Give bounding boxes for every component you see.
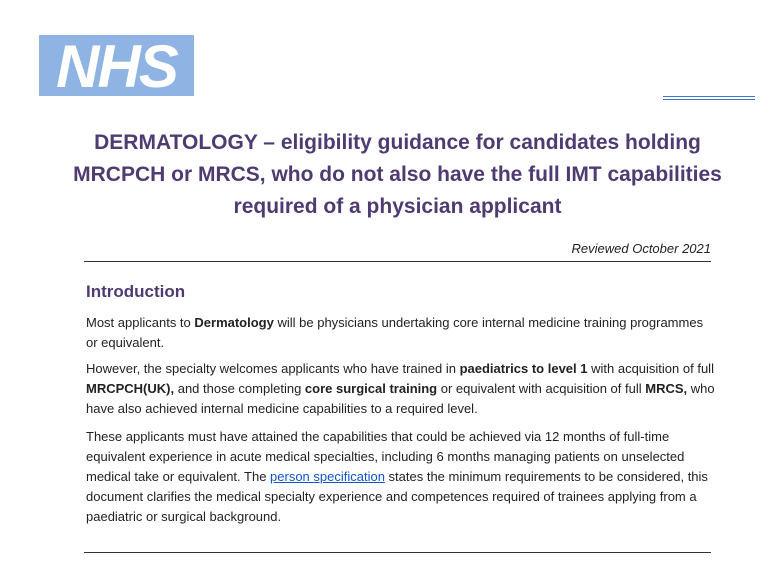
p1-bold-dermatology: Dermatology <box>194 315 274 330</box>
title-divider <box>84 261 711 262</box>
nhs-logo <box>39 32 194 100</box>
nhs-logo-text: NHS <box>56 32 177 100</box>
bottom-divider <box>84 552 711 553</box>
paragraph-1 <box>86 313 716 353</box>
p3-text-a: These applicants must have attained the capabilities that could be achieved via 12 months of full-time equivalent experience in acute medical specialties, including 6 months managing patients on unselected medical take or equivalent. The <box>86 429 685 484</box>
reviewed-date: Reviewed October 2021 <box>571 241 711 256</box>
paragraph-3 <box>86 427 716 527</box>
p2-text-d: and those completing <box>174 381 305 396</box>
p3-text-b: states the minimum requirements to be considered, this document clarifies the medical specialty experience and competences required of trainees applying from a paediatric or surgical background. <box>86 469 708 524</box>
p2-bold-2: MRCPCH(UK), <box>86 381 175 396</box>
p2-bold-1: paediatrics to level 1 <box>459 361 588 376</box>
paragraph-2 <box>86 359 716 419</box>
p1-text-a: Most applicants to <box>86 315 195 330</box>
p2-text-a: However, the specialty welcomes applicants who have trained in <box>86 361 460 376</box>
header-double-rule <box>663 96 755 100</box>
p2-text-e: or equivalent with acquisition of full <box>437 381 646 396</box>
p2-bold-4: MRCS, <box>645 381 688 396</box>
p2-bold-3: core surgical training <box>304 381 438 396</box>
p1-text-c: will be physicians undertaking core internal medicine training programmes or equivalent. <box>86 315 704 350</box>
section-heading-introduction: Introduction <box>86 282 186 301</box>
p2-text-c: with acquisition of full <box>587 361 714 376</box>
person-specification-link[interactable]: person specification <box>270 469 385 484</box>
p2-text-f: who have also achieved internal medicine capabilities to a required level. <box>86 381 715 416</box>
document-title: DERMATOLOGY – eligibility guidance for candidates holding MRCPCH or MRCS, who do not also have the full IMT capabilities required of a physician applicant <box>73 131 722 218</box>
